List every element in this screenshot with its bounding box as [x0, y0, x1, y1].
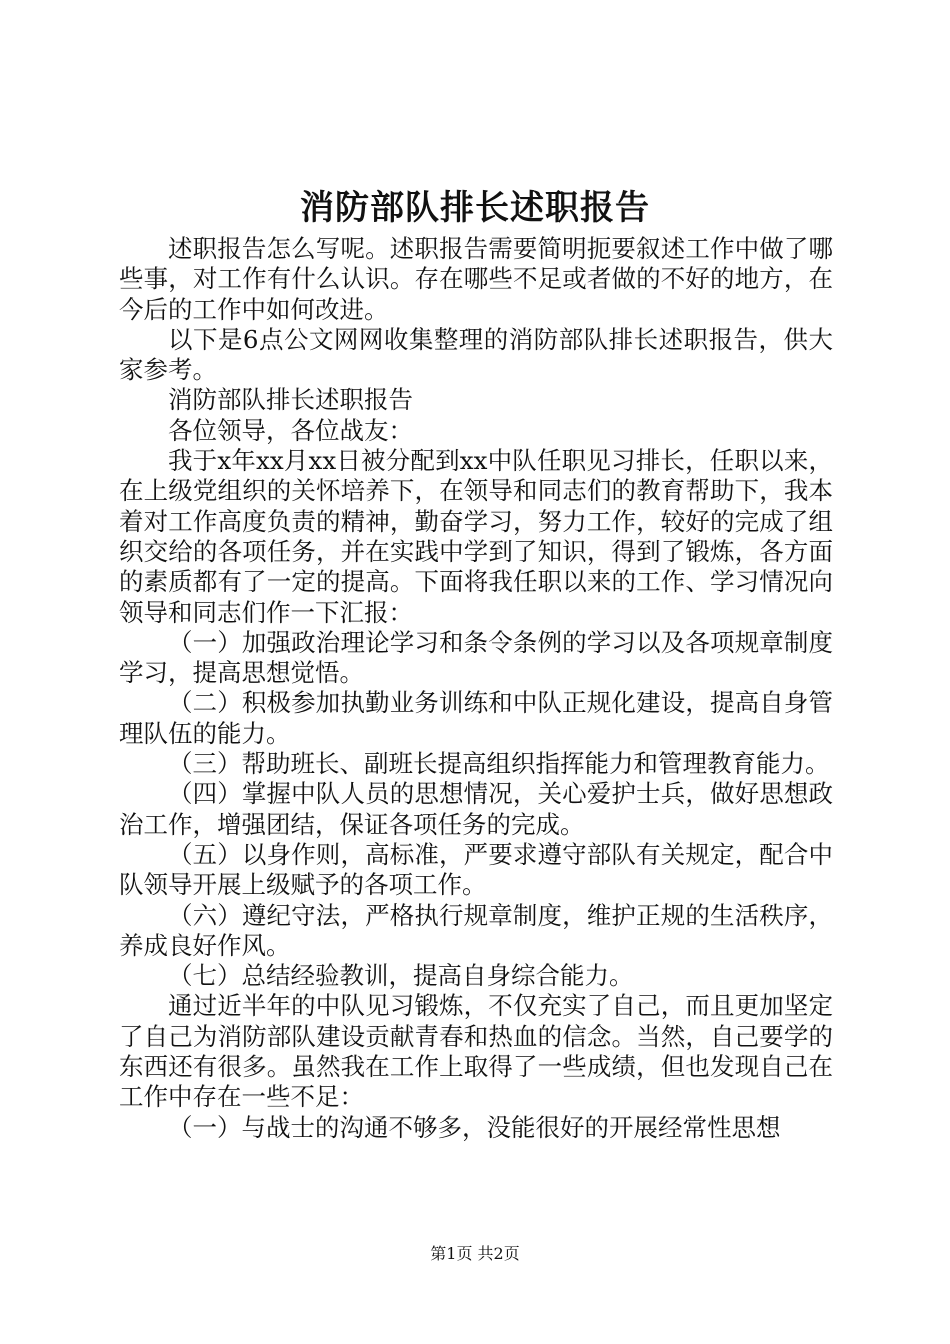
paragraph: 各位领导，各位战友： — [168, 415, 413, 445]
paragraph: 消防部队排长述职报告 — [168, 385, 413, 415]
paragraph: 通过近半年的中队见习锻炼，不仅充实了自己，而且更加坚定了自己为消防部队建设贡献青春和热血的信念。当然，自己要学的东西还有很多。虽然我在工作上取得了一些成绩，但也发现自己在工作中存在一些不足： — [119, 991, 833, 1112]
page-number-footer: 第1页 共2页 — [430, 1244, 520, 1263]
paragraph: 述职报告怎么写呢。述职报告需要简明扼要叙述工作中做了哪些事，对工作有什么认识。存在哪些不足或者做的不好的地方，在今后的工作中如何改进。 — [119, 234, 833, 324]
paragraph: （四）掌握中队人员的思想情况，关心爱护士兵，做好思想政治工作，增强团结，保证各项任务的完成。 — [119, 779, 833, 839]
paragraph: （七）总结经验教训，提高自身综合能力。 — [168, 961, 634, 991]
document-title: 消防部队排长述职报告 — [300, 188, 650, 228]
paragraph: 以下是6点公文网网收集整理的消防部队排长述职报告，供大家参考。 — [119, 324, 833, 385]
paragraph: （六）遵纪守法，严格执行规章制度，维护正规的生活秩序，养成良好作风。 — [119, 900, 833, 960]
paragraph: （五）以身作则，高标准，严要求遵守部队有关规定，配合中队领导开展上级赋予的各项工作。 — [119, 839, 833, 900]
document-body — [119, 234, 833, 1143]
paragraph: 我于x年xx月xx日被分配到xx中队任职见习排长，任职以来，在上级党组织的关怀培养下，在领导和同志们的教育帮助下，我本着对工作高度负责的精神，勤奋学习，努力工作，较好的完成了组织交给的各项任务，并在实践中学到了知识，得到了锻炼，各方面的素质都有了一定的提高。下面将我任职以来的工作、学习情况向领导和同志们作一下汇报： — [119, 446, 833, 627]
paragraph: （一）与战士的沟通不够多，没能很好的开展经常性思想 — [168, 1112, 781, 1142]
paragraph: （二）积极参加执勤业务训练和中队正规化建设，提高自身管理队伍的能力。 — [119, 688, 833, 748]
paragraph: （三）帮助班长、副班长提高组织指挥能力和管理教育能力。 — [168, 749, 830, 779]
paragraph: （一）加强政治理论学习和条令条例的学习以及各项规章制度学习，提高思想觉悟。 — [119, 627, 833, 688]
